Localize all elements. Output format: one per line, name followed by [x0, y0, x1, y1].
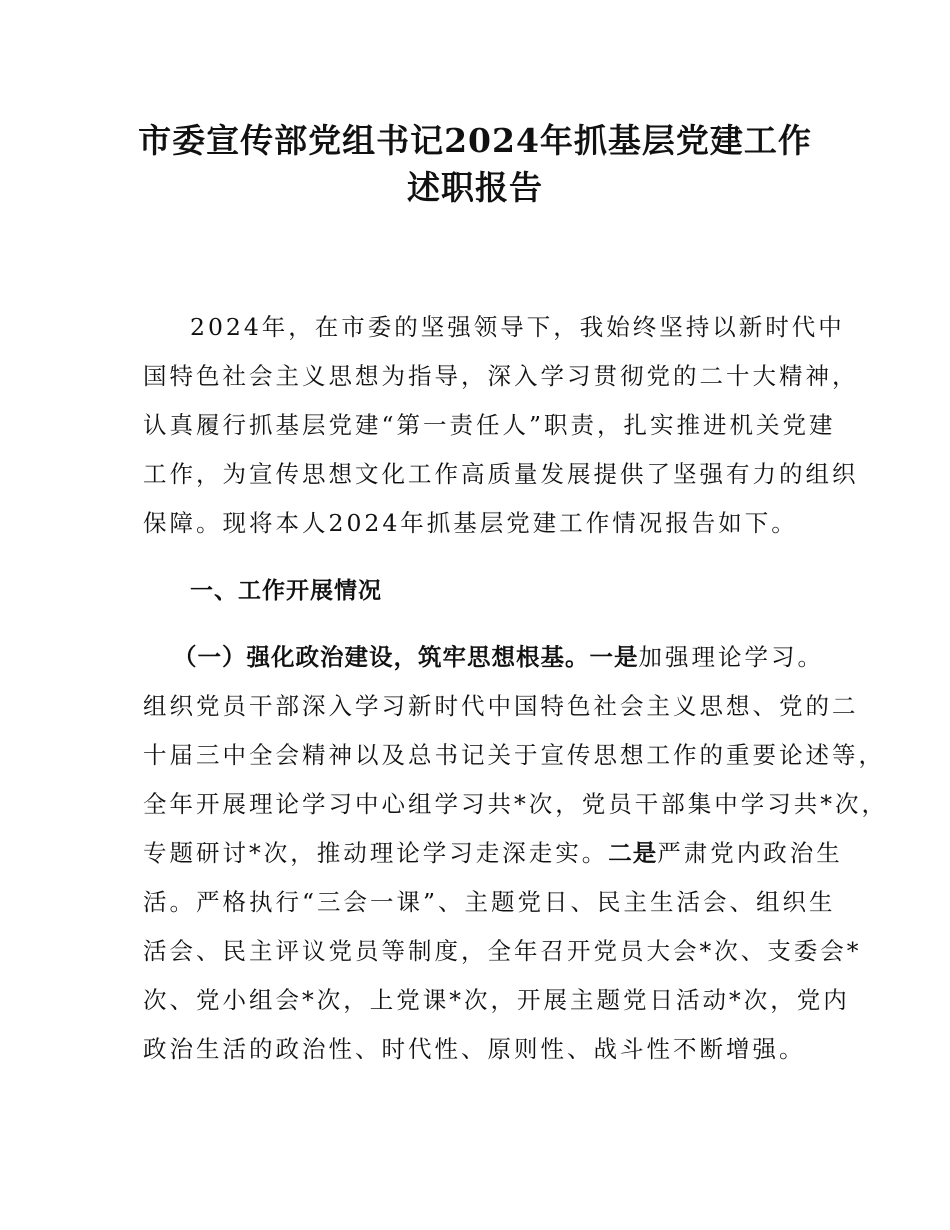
intro-line: 工作，为宣传思想文化工作高质量发展提供了坚强有力的组织 [143, 460, 859, 488]
subsection-first-line [173, 638, 824, 672]
document-title-line2: 述职报告 [407, 168, 543, 207]
document-title-line1: 市委宣传部党组书记2024年抓基层党建工作 [138, 121, 812, 160]
point-text: 严肃党内政治生 [657, 839, 843, 867]
intro-line: 国特色社会主义思想为指导，深入学习贯彻党的二十大精神， [143, 362, 859, 390]
body-line: 活会、民主评议党员等制度，全年召开党员大会*次、支委会* [143, 937, 862, 965]
intro-line: 认真履行抓基层党建“第一责任人”职责，扎实推进机关党建 [143, 411, 836, 439]
body-line: 政治生活的政治性、时代性、原则性、战斗性不断增强。 [143, 1035, 806, 1063]
body-line: 活。严格执行“三会一课”、主题党日、民主生活会、组织生 [143, 888, 836, 916]
subsection-heading: （一）强化政治建设，筑牢思想根基。 [173, 643, 590, 671]
body-line: 十届三中全会精神以及总书记关于宣传思想工作的重要论述等， [143, 741, 885, 769]
point-label: 一是 [589, 643, 639, 671]
point-text: 加强理论学习。 [638, 643, 824, 671]
intro-line: 保障。现将本人2024年抓基层党建工作情况报告如下。 [143, 509, 798, 537]
intro-line: 2024年，在市委的坚强领导下，我始终坚持以新时代中 [190, 313, 845, 341]
body-line: 全年开展理论学习中心组学习共*次，党员干部集中学习共*次， [143, 790, 888, 818]
point-label: 二是 [608, 839, 658, 867]
body-line [143, 834, 843, 868]
body-text: 专题研讨*次，推动理论学习走深走实。 [143, 839, 609, 867]
body-line: 组织党员干部深入学习新时代中国特色社会主义思想、党的二 [143, 692, 859, 720]
section-heading: 一、工作开展情况 [190, 578, 382, 604]
body-line: 次、党小组会*次，上党课*次，开展主题党日活动*次，党内 [143, 986, 850, 1014]
